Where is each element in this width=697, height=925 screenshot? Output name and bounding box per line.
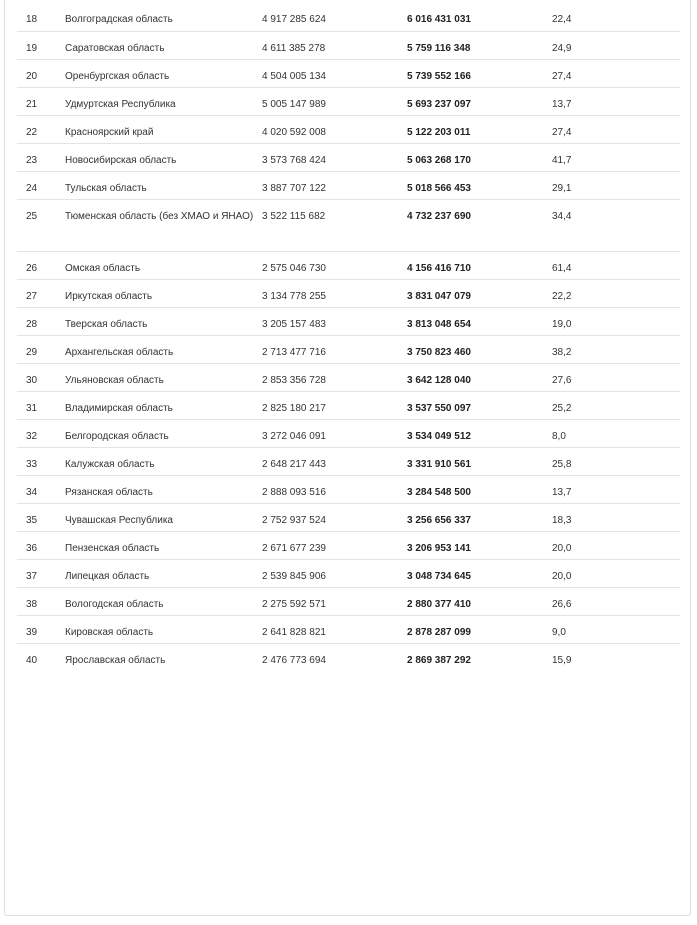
rank-cell: 26 — [17, 251, 65, 279]
growth-percent-cell: 20,0 — [552, 559, 680, 587]
table-row — [17, 391, 680, 419]
value-cell: 2 539 845 906 — [262, 559, 407, 587]
rank-cell: 31 — [17, 391, 65, 419]
value-cell: 3 522 115 682 — [262, 199, 407, 251]
rank-cell: 28 — [17, 307, 65, 335]
table-row — [17, 503, 680, 531]
growth-percent-cell: 29,1 — [552, 171, 680, 199]
value-bold-cell: 5 759 116 348 — [407, 31, 552, 59]
regions-table — [17, 3, 680, 671]
growth-percent-cell: 22,2 — [552, 279, 680, 307]
region-name-cell: Омская область — [65, 251, 262, 279]
growth-percent-cell: 27,4 — [552, 115, 680, 143]
value-cell: 2 275 592 571 — [262, 587, 407, 615]
value-bold-cell: 3 537 550 097 — [407, 391, 552, 419]
value-bold-cell: 5 693 237 097 — [407, 87, 552, 115]
table-row — [17, 419, 680, 447]
rank-cell: 39 — [17, 615, 65, 643]
table-row — [17, 447, 680, 475]
table-row — [17, 3, 680, 31]
rank-cell: 29 — [17, 335, 65, 363]
rank-cell: 34 — [17, 475, 65, 503]
growth-percent-cell: 20,0 — [552, 531, 680, 559]
rank-cell: 22 — [17, 115, 65, 143]
value-bold-cell: 3 534 049 512 — [407, 419, 552, 447]
value-cell: 2 671 677 239 — [262, 531, 407, 559]
region-name-cell: Удмуртская Республика — [65, 87, 262, 115]
region-name-cell: Тульская область — [65, 171, 262, 199]
value-bold-cell: 3 284 548 500 — [407, 475, 552, 503]
value-bold-cell: 5 122 203 011 — [407, 115, 552, 143]
table-row — [17, 31, 680, 59]
value-bold-cell: 3 048 734 645 — [407, 559, 552, 587]
rank-cell: 25 — [17, 199, 65, 251]
rank-cell: 36 — [17, 531, 65, 559]
rank-cell: 30 — [17, 363, 65, 391]
value-cell: 5 005 147 989 — [262, 87, 407, 115]
table-row — [17, 171, 680, 199]
growth-percent-cell: 26,6 — [552, 587, 680, 615]
growth-percent-cell: 13,7 — [552, 87, 680, 115]
table-row — [17, 279, 680, 307]
table-body — [17, 3, 680, 671]
table-row — [17, 335, 680, 363]
value-bold-cell: 3 256 656 337 — [407, 503, 552, 531]
table-row — [17, 643, 680, 671]
region-name-cell: Волгоградская область — [65, 3, 262, 31]
table-row — [17, 59, 680, 87]
growth-percent-cell: 41,7 — [552, 143, 680, 171]
rank-cell: 37 — [17, 559, 65, 587]
rank-cell: 18 — [17, 3, 65, 31]
table-row — [17, 199, 680, 251]
growth-percent-cell: 27,6 — [552, 363, 680, 391]
value-cell: 2 752 937 524 — [262, 503, 407, 531]
table-row — [17, 587, 680, 615]
value-cell: 3 134 778 255 — [262, 279, 407, 307]
value-cell: 2 641 828 821 — [262, 615, 407, 643]
value-cell: 4 020 592 008 — [262, 115, 407, 143]
table-row — [17, 475, 680, 503]
growth-percent-cell: 22,4 — [552, 3, 680, 31]
value-cell: 3 272 046 091 — [262, 419, 407, 447]
value-bold-cell: 3 750 823 460 — [407, 335, 552, 363]
rank-cell: 24 — [17, 171, 65, 199]
rank-cell: 32 — [17, 419, 65, 447]
value-cell: 2 575 046 730 — [262, 251, 407, 279]
region-name-cell: Иркутская область — [65, 279, 262, 307]
growth-percent-cell: 13,7 — [552, 475, 680, 503]
value-cell: 2 476 773 694 — [262, 654, 326, 666]
region-name-cell: Оренбургская область — [65, 59, 262, 87]
value-bold-cell: 3 831 047 079 — [407, 279, 552, 307]
rank-cell: 35 — [17, 503, 65, 531]
table-row — [17, 115, 680, 143]
value-bold-cell: 5 063 268 170 — [407, 143, 552, 171]
region-name-cell: Рязанская область — [65, 475, 262, 503]
growth-percent-cell: 27,4 — [552, 59, 680, 87]
region-name-cell: Тверская область — [65, 307, 262, 335]
value-cell: 2 825 180 217 — [262, 391, 407, 419]
rank-cell: 20 — [17, 59, 65, 87]
region-name-cell: Липецкая область — [65, 559, 262, 587]
value-bold-cell: 2 869 387 292 — [407, 654, 471, 666]
growth-percent-cell: 9,0 — [552, 615, 680, 643]
value-cell: 2 888 093 516 — [262, 475, 407, 503]
growth-percent-cell: 25,8 — [552, 447, 680, 475]
value-bold-cell: 4 732 237 690 — [407, 199, 552, 251]
rank-cell: 19 — [17, 31, 65, 59]
region-name-cell: Архангельская область — [65, 335, 262, 363]
rank-cell: 40 — [26, 654, 38, 666]
region-name-cell: Вологодская область — [65, 587, 262, 615]
value-cell: 4 917 285 624 — [262, 3, 407, 31]
value-cell: 4 504 005 134 — [262, 59, 407, 87]
table-row — [17, 143, 680, 171]
region-name-cell: Пензенская область — [65, 531, 262, 559]
value-bold-cell: 6 016 431 031 — [407, 3, 552, 31]
value-cell: 3 205 157 483 — [262, 307, 407, 335]
region-name-cell: Ульяновская область — [65, 363, 262, 391]
growth-percent-cell: 8,0 — [552, 419, 680, 447]
rank-cell: 27 — [17, 279, 65, 307]
rank-cell: 21 — [17, 87, 65, 115]
region-name-cell: Чувашская Республика — [65, 503, 262, 531]
region-name-cell: Саратовская область — [65, 31, 262, 59]
value-bold-cell: 4 156 416 710 — [407, 251, 552, 279]
table-container — [4, 0, 691, 916]
growth-percent-cell: 24,9 — [552, 31, 680, 59]
value-cell: 3 573 768 424 — [262, 143, 407, 171]
value-bold-cell: 3 813 048 654 — [407, 307, 552, 335]
value-cell: 2 713 477 716 — [262, 335, 407, 363]
value-bold-cell: 3 206 953 141 — [407, 531, 552, 559]
table-row — [17, 363, 680, 391]
rank-cell: 33 — [17, 447, 65, 475]
growth-percent-cell: 38,2 — [552, 335, 680, 363]
rank-cell: 23 — [17, 143, 65, 171]
value-bold-cell: 2 880 377 410 — [407, 587, 552, 615]
region-name-cell: Кировская область — [65, 615, 262, 643]
table-row — [17, 251, 680, 279]
region-name-cell: Белгородская область — [65, 419, 262, 447]
value-bold-cell: 2 878 287 099 — [407, 615, 552, 643]
region-name-cell: Новосибирская область — [65, 143, 262, 171]
table-row — [17, 307, 680, 335]
table-row — [17, 615, 680, 643]
value-bold-cell: 5 018 566 453 — [407, 171, 552, 199]
value-bold-cell: 3 642 128 040 — [407, 363, 552, 391]
table-row — [17, 559, 680, 587]
region-name-cell: Красноярский край — [65, 115, 262, 143]
value-bold-cell: 3 331 910 561 — [407, 447, 552, 475]
growth-percent-cell: 15,9 — [552, 654, 572, 666]
region-name-cell: Ярославская область — [65, 654, 166, 666]
value-cell: 4 611 385 278 — [262, 31, 407, 59]
value-cell: 3 887 707 122 — [262, 171, 407, 199]
growth-percent-cell: 19,0 — [552, 307, 680, 335]
growth-percent-cell: 18,3 — [552, 503, 680, 531]
value-cell: 2 853 356 728 — [262, 363, 407, 391]
table-row — [17, 87, 680, 115]
growth-percent-cell: 61,4 — [552, 251, 680, 279]
region-name-cell: Калужская область — [65, 447, 262, 475]
region-name-cell: Тюменская область (без ХМАО и ЯНАО) — [65, 199, 262, 251]
value-bold-cell: 5 739 552 166 — [407, 59, 552, 87]
region-name-cell: Владимирская область — [65, 391, 262, 419]
growth-percent-cell: 34,4 — [552, 199, 680, 251]
value-cell: 2 648 217 443 — [262, 447, 407, 475]
rank-cell: 38 — [17, 587, 65, 615]
table-row — [17, 531, 680, 559]
growth-percent-cell: 25,2 — [552, 391, 680, 419]
